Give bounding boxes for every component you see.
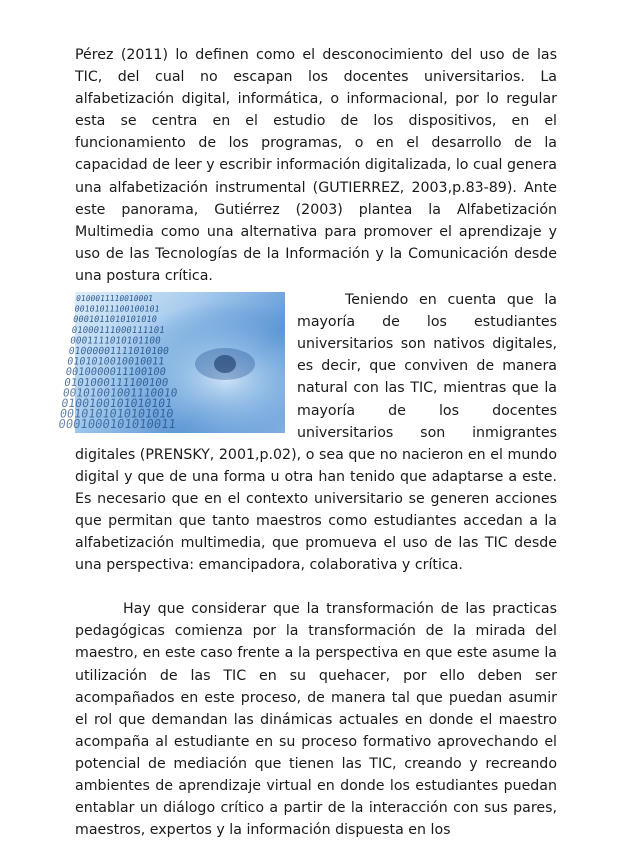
binary-row: 0101010010010011	[66, 356, 165, 368]
paragraph-2: Teniendo en cuenta que la mayoría de los estudiantes universitarios son nativos digitales, es decir, que conviven de manera natural con las TIC, mientras que la mayoría de los docentes universitarios son inmigrantes digitales (PRENSKY, 2001,p.02), o sea que no nacieron en el mundo digital y que de una forma u otra han tenido que adaptarse a este. Es necesario que en el contexto universitario se generen acciones que permitan que tanto maestros como estudiantes accedan a la alfabetización multimedia, que promueva el uso de las TIC desde una perspectiva: emancipadora, colaborativa y crítica.	[75, 292, 557, 574]
binary-row: 0001011010101010	[72, 315, 158, 326]
binary-row: 0101000111100100	[63, 375, 170, 389]
binary-row: 0010000011100100	[64, 366, 167, 379]
binary-face-image	[57, 292, 285, 433]
binary-row: 0001000101010011	[57, 417, 177, 432]
paragraph-1: Pérez (2011) lo definen como el desconocimiento del uso de las TIC, del cual no escapan los docentes universitarios. La alfabetización digital, informática, o informacional, por lo regular esta se centra en el estudio de los dispositivos, en el funcionamiento de los programas, o en el desarrollo de la capacidad de leer y escribir información digitalizada, lo cual genera una alfabetización instrumental (GUTIERREZ, 2003,p.83-89). Ante este panorama, Gutiérrez (2003) plantea la Alfabetización Multimedia como una alternativa para promover el aprendizaje y uso de las Tecnologías de la Información y la Comunicación desde una postura crítica.	[75, 47, 557, 284]
binary-row: 0100011110010001	[75, 294, 154, 304]
binary-row: 0100100101010101	[60, 396, 174, 411]
binary-row: 00101001001110010	[61, 386, 179, 400]
binary-row: 0010101010101010	[58, 406, 175, 421]
binary-row: 01000111000111101	[70, 325, 166, 336]
paragraph-3: Hay que considerar que la transformación de las practicas pedagógicas comienza por la transformación de la mirada del maestro, en este caso frente a la perspectiva en que este asume la utilización de las TIC en su quehacer, por ello deben ser acompañados en este proceso, de manera tal que puedan asumir el rol que demandan las dinámicas actuales en donde el maestro acompaña al estudiante en su proceso formativo aprovechando el potencial de mediación que tienen las TIC, creando y recreando ambientes de aprendizaje virtual en donde los estudiantes puedan entablar un diálogo crítico a partir de la interacción con sus pares, maestros, expertos y la información dispuesta en los	[75, 601, 557, 839]
binary-row: 00101011100100101	[73, 303, 161, 314]
binary-row: 01000001111010100	[67, 346, 170, 358]
binary-row: 0001111010101100	[69, 335, 162, 347]
document-page	[57, 44, 557, 841]
binary-code-graphic	[57, 292, 285, 433]
paragraph-2-block	[57, 289, 557, 576]
